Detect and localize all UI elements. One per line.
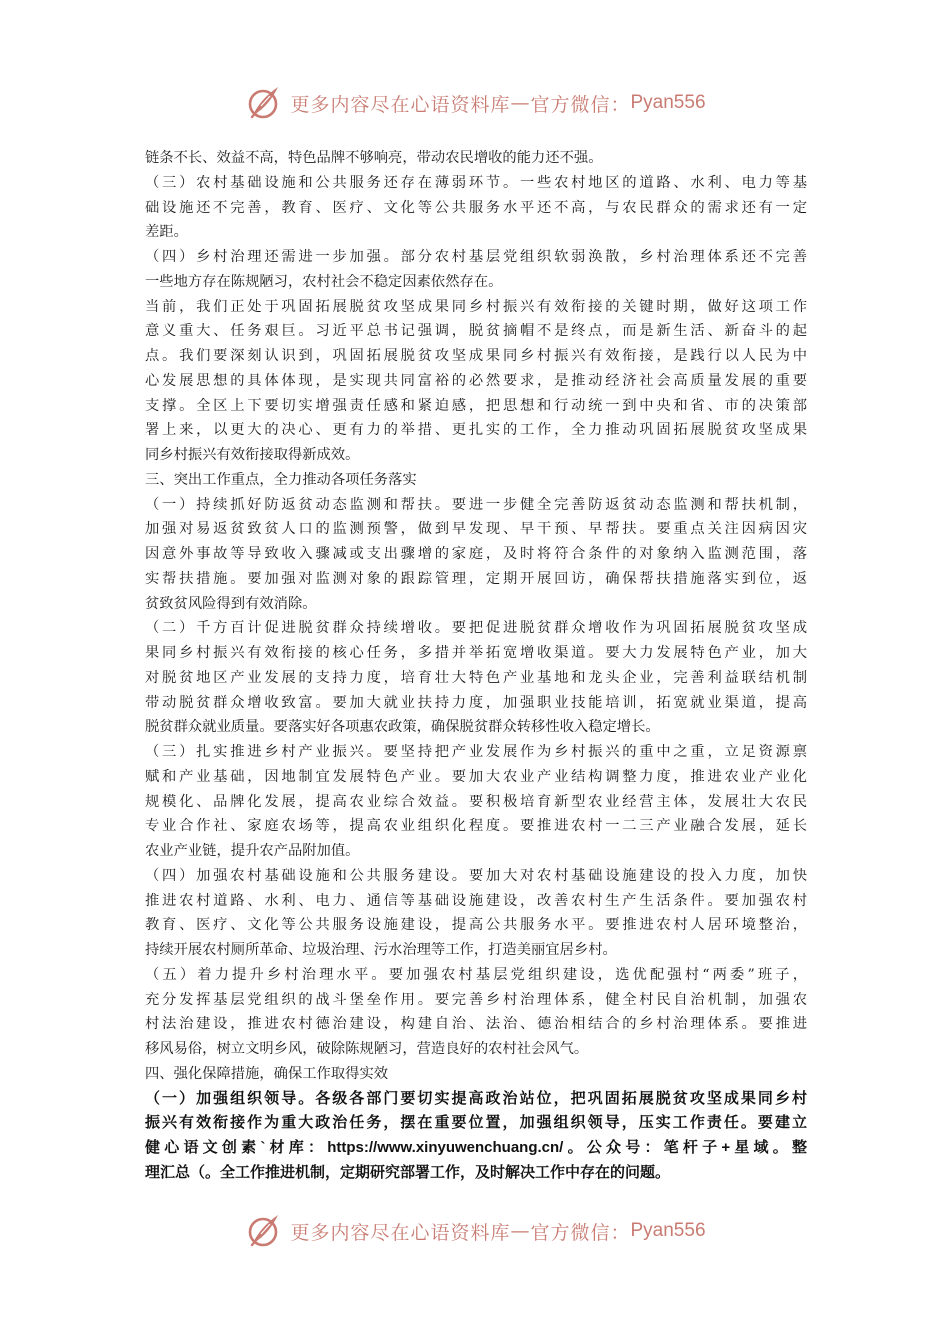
banner-contact-id: Pyan556 xyxy=(630,92,706,113)
bold-text-line: 健心语文创素`材库：https://www.xinyuwenchuang.cn/。公众号：笔杆子+星域。整 xyxy=(145,1139,807,1156)
text-line: 差距。 xyxy=(145,224,188,241)
text-line: 加强对易返贫致贫人口的监测预警，做到早发现、早干预、早帮扶。要重点关注因病因灾 xyxy=(145,521,807,538)
header-watermark-banner xyxy=(0,80,950,126)
text-line: 专业合作社、家庭农场等，提高农业组织化程度。要推进农村一二三产业融合发展，延长 xyxy=(145,818,807,835)
text-line: 实帮扶措施。要加强对监测对象的跟踪管理，定期开展回访，确保帮扶措施落实到位，返 xyxy=(145,570,807,587)
text-line: 支撑。全区上下要切实增强责任感和紧迫感，把思想和行动统一到中央和省、市的决策部 xyxy=(145,397,807,414)
text-line: （四）加强农村基础设施和公共服务建设。要加大对农村基础设施建设的投入力度，加快 xyxy=(145,867,807,884)
text-line: 贫致贫风险得到有效消除。 xyxy=(145,595,317,612)
text-line: （五）着力提升乡村治理水平。要加强农村基层党组织建设，选优配强村“两委”班子， xyxy=(145,966,807,983)
banner-separator: — xyxy=(510,92,531,114)
text-line: 移风易俗，树立文明乡风，破除陈规陋习，营造良好的农村社会风气。 xyxy=(145,1041,589,1057)
banner-contact-label: 官方微信： xyxy=(530,93,631,116)
text-line: 意义重大、任务艰巨。习近平总书记强调，脱贫摘帽不是终点，而是新生活、新奋斗的起 xyxy=(145,323,807,340)
text-line: 心发展思想的具体体现，是实现共同富裕的必然要求，是推动经济社会高质量发展的重要 xyxy=(145,372,807,389)
text-line: 链条不长、效益不高，特色品牌不够响亮，带动农民增收的能力还不强。 xyxy=(145,150,603,166)
text-line: 教育、医疗、文化等公共服务设施建设，提高公共服务水平。要推进农村人居环境整治， xyxy=(145,917,807,934)
text-line: 农业产业链，提升农产品附加值。 xyxy=(145,843,360,859)
text-line: 赋和产业基础，因地制宜发展特色产业。要加大农业产业结构调整力度，推进农业产业化 xyxy=(145,768,807,785)
text-line: 推进农村道路、水利、电力、通信等基础设施建设，改善农村生产生活条件。要加强农村 xyxy=(145,892,807,909)
bold-text-line: 振兴有效衔接作为重大政治任务，摆在重要位置，加强组织领导，压实工作责任。要建立 xyxy=(145,1114,807,1132)
text-line: 充分发挥基层党组织的战斗堡垒作用。要完善乡村治理体系，健全村民自治机制，加强农 xyxy=(145,991,807,1008)
banner-separator: — xyxy=(510,1220,531,1242)
quill-pen-logo-icon xyxy=(244,1211,284,1251)
text-line: 当前，我们正处于巩固拓展脱贫攻坚成果同乡村振兴有效衔接的关键时期，做好这项工作 xyxy=(145,298,807,315)
text-line: （一）持续抓好防返贫动态监测和帮扶。要进一步健全完善防返贫动态监测和帮扶机制， xyxy=(145,496,807,513)
text-line: 对脱贫地区产业发展的支持力度，培育壮大特色产业基地和龙头企业，完善利益联结机制 xyxy=(145,669,807,686)
text-line: 同乡村振兴有效衔接取得新成效。 xyxy=(145,447,360,463)
text-line: （三）农村基础设施和公共服务还存在薄弱环节。一些农村地区的道路、水利、电力等基 xyxy=(145,174,807,191)
banner-slogan: 更多内容尽在心语资料库 xyxy=(290,1221,511,1244)
text-line: 因意外事故等导致收入骤减或支出骤增的家庭，及时将符合条件的对象纳入监测范围，落 xyxy=(145,546,807,562)
text-line: 果同乡村振兴有效衔接的核心任务，多措并举拓宽增收渠道。要大力发展特色产业，加大 xyxy=(145,645,807,661)
bold-text-line: （一）加强组织领导。各级各部门要切实提高政治站位，把巩固拓展脱贫攻坚成果同乡村 xyxy=(145,1089,807,1107)
text-line: （三）扎实推进乡村产业振兴。要坚持把产业发展作为乡村振兴的重中之重，立足资源禀 xyxy=(145,744,807,760)
text-line: （四）乡村治理还需进一步加强。部分农村基层党组织软弱涣散，乡村治理体系还不完善 xyxy=(145,249,807,265)
quill-pen-logo-icon xyxy=(244,83,284,123)
banner-contact-id: Pyan556 xyxy=(630,1220,706,1241)
footer-watermark-banner xyxy=(0,1208,950,1254)
text-line: 脱贫群众就业质量。要落实好各项惠农政策，确保脱贫群众转移性收入稳定增长。 xyxy=(145,719,660,736)
document-body xyxy=(145,146,807,1186)
text-line: 规模化、品牌化发展，提高农业综合效益。要积极培育新型农业经营主体，发展壮大农民 xyxy=(145,793,807,810)
text-line: 点。我们要深刻认识到，巩固拓展脱贫攻坚成果同乡村振兴有效衔接，是践行以人民为中 xyxy=(145,348,807,364)
text-line: （二）千方百计促进脱贫群众持续增收。要把促进脱贫群众增收作为巩固拓展脱贫攻坚成 xyxy=(145,620,807,637)
text-line: 持续开展农村厕所革命、垃圾治理、污水治理等工作，打造美丽宜居乡村。 xyxy=(145,942,617,958)
text-line: 一些地方存在陈规陋习，农村社会不稳定因素依然存在。 xyxy=(145,273,503,290)
text-line: 署上来，以更大的决心、更有力的举措、更扎实的工作，全力推动巩固拓展脱贫攻坚成果 xyxy=(145,422,807,439)
banner-contact-label: 官方微信： xyxy=(530,1221,631,1244)
text-line: 带动脱贫群众增收致富。要加大就业扶持力度，加强职业技能培训，拓宽就业渠道，提高 xyxy=(145,694,807,711)
text-line: 础设施还不完善，教育、医疗、文化等公共服务水平还不高，与农民群众的需求还有一定 xyxy=(145,199,807,216)
bold-text-line: 理汇总（。全工作推进机制，定期研究部署工作，及时解决工作中存在的问题。 xyxy=(145,1163,671,1181)
banner-slogan: 更多内容尽在心语资料库 xyxy=(290,93,511,116)
section-heading: 三、突出工作重点，全力推动各项任务落实 xyxy=(145,471,417,488)
text-line: 村法治建设，推进农村德治建设，构建自治、法治、德治相结合的乡村治理体系。要推进 xyxy=(145,1016,807,1033)
section-heading: 四、强化保障措施，确保工作取得实效 xyxy=(145,1065,389,1082)
